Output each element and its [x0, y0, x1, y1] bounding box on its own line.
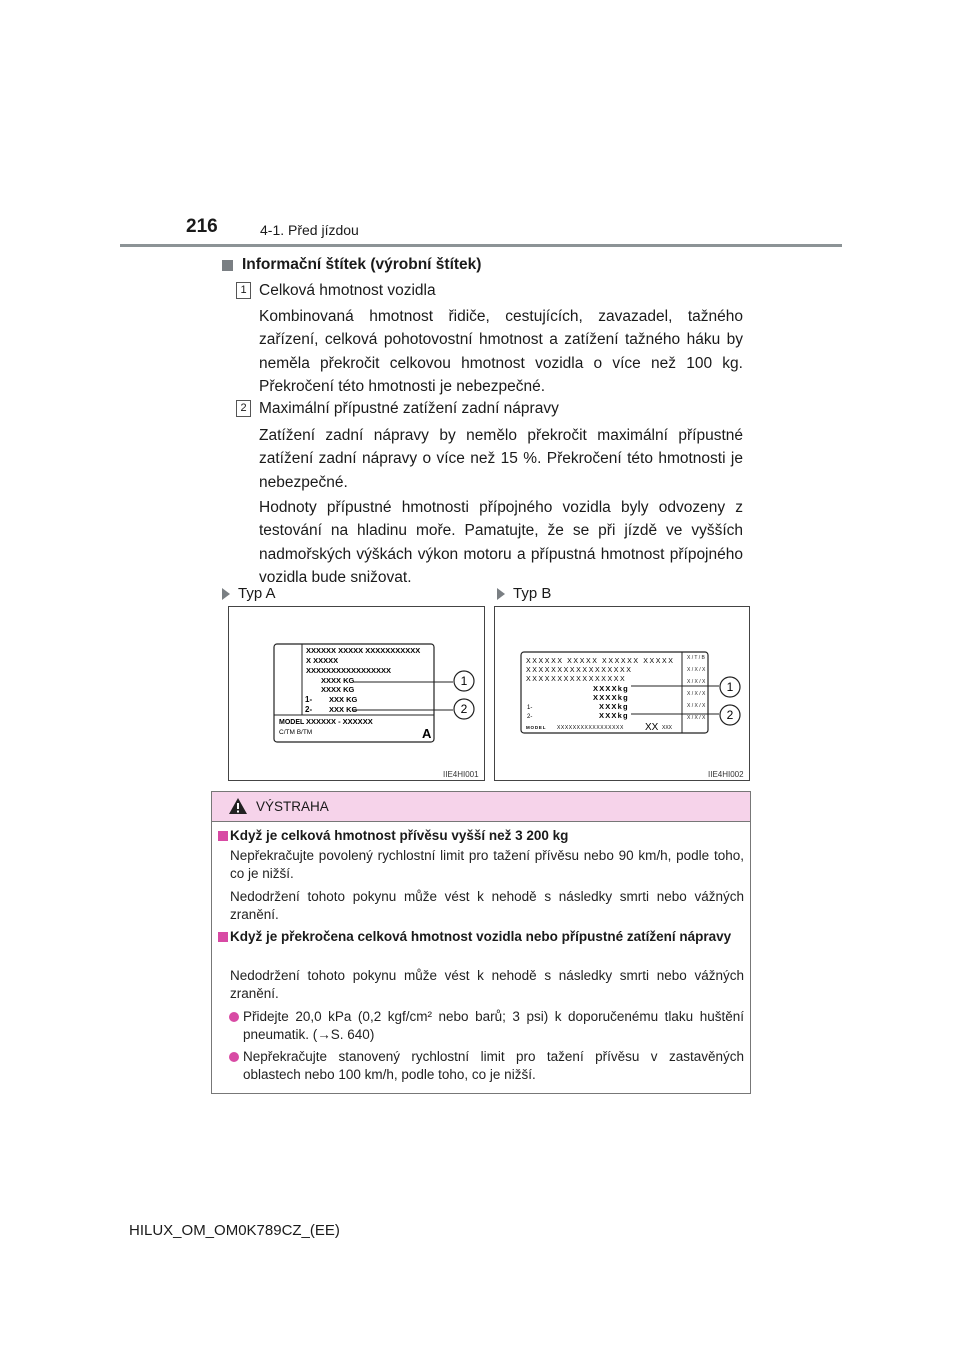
figure-label-a	[222, 585, 276, 602]
callout-number: 2	[726, 708, 734, 722]
square-bullet-icon	[218, 831, 228, 841]
square-bullet-icon	[218, 932, 228, 942]
plate-symbol: C/TM B/TM	[279, 729, 313, 736]
plate-text: XXXXXX XXXXX XXXXXX XXXXX	[526, 658, 675, 665]
plate-text: XXXXXXXXXXXXXXXXX	[306, 666, 392, 675]
plate-text: 2-	[305, 705, 313, 714]
plate-illustration-a	[229, 607, 484, 780]
figure-code: IIE4HI002	[708, 770, 744, 779]
triangle-bullet-icon	[222, 588, 230, 600]
warning-text: Nedodržení tohoto pokynu může vést k nehodě s následky smrti nebo vážných zranění.	[230, 889, 744, 922]
header-rule	[120, 244, 842, 247]
callout-number: 1	[460, 674, 468, 688]
warning-subheading: Když je překročena celková hmotnost vozidla nebo přípustné zatížení nápravy	[230, 929, 732, 944]
plate-text: XXX	[662, 725, 673, 731]
plate-text: 1-	[305, 695, 313, 704]
plate-text: XXX KG	[329, 695, 358, 704]
item-title: Celková hmotnost vozidla	[259, 282, 436, 299]
plate-letter: A	[422, 726, 432, 741]
svg-text:X / T / B: X / T / B	[687, 655, 705, 661]
item-description: Zatížení zadní nápravy by nemělo překročit maximální přípustné zatížení zadní nápravy o více než 15 %. Překročení této hmotnosti je nebezpečné.	[259, 427, 743, 491]
plate-text: 2-	[527, 714, 533, 720]
plate-text: XXXXkg	[593, 693, 629, 702]
page-number: 216	[186, 216, 218, 237]
figure-label-text: Typ B	[513, 585, 552, 602]
plate-text: XXXkg	[599, 711, 629, 720]
svg-text:X / X / X: X / X / X	[687, 691, 706, 697]
item-title: Maximální přípustné zatížení zadní nápravy	[259, 400, 559, 417]
plate-text: X XXXXX	[306, 656, 339, 665]
figure-label-text: Typ A	[238, 585, 276, 602]
warning-bullet-text: Nepřekračujte stanovený rychlostní limit pro tažení přívěsu v zastavěných oblastech nebo 100 km/h, podle toho, co je nižší.	[243, 1049, 744, 1082]
plate-text: XXX KG	[329, 705, 358, 714]
warning-box	[211, 791, 751, 1094]
plate-text: XXXX KG	[321, 676, 355, 685]
warning-header	[212, 792, 750, 822]
document-code: HILUX_OM_OM0K789CZ_(EE)	[129, 1222, 340, 1239]
svg-text:X / X / X: X / X / X	[687, 703, 706, 709]
plate-text: XXXX KG	[321, 685, 355, 694]
triangle-bullet-icon	[497, 588, 505, 600]
section-title: 4-1. Před jízdou	[260, 222, 359, 238]
item-number-badge: 1	[236, 282, 251, 299]
figure-type-a	[228, 606, 485, 781]
plate-text: XXXkg	[599, 702, 629, 711]
plate-text: MODEL	[526, 725, 547, 730]
warning-text: Nedodržení tohoto pokynu může vést k nehodě s následky smrti nebo vážných zranění.	[230, 968, 744, 1001]
round-bullet-icon	[229, 1052, 239, 1062]
item-number-badge: 2	[236, 400, 251, 417]
warning-subheading: Když je celková hmotnost přívěsu vyšší než 3 200 kg	[230, 828, 569, 843]
warning-triangle-icon	[228, 797, 248, 815]
warning-title: VÝSTRAHA	[256, 799, 329, 814]
callout-number: 1	[726, 680, 734, 694]
callout-number: 2	[460, 702, 468, 716]
figure-label-b	[497, 585, 551, 602]
plate-text: XXXXXX - XXXXXX	[306, 717, 373, 726]
item-description: Kombinovaná hmotnost řidiče, cestujících, zavazadel, tažného zařízení, celková pohotovostní hmotnost a zatížení tažného háku by neměla překročit celkovou hmotnost vozidla o více než 100 kg. Překročení této hmotnosti je nebezpečné.	[259, 308, 743, 396]
svg-text:X / X / X: X / X / X	[687, 667, 706, 673]
warning-bullet-text: Přidejte 20,0 kPa (0,2 kgf/cm² nebo barů; 3 psi) k doporučenému tlaku huštění pneumatik. (→S. 640)	[243, 1009, 744, 1042]
section-heading-text: Informační štítek (výrobní štítek)	[242, 256, 482, 273]
plate-text: 1-	[527, 705, 533, 711]
svg-text:X / X / X: X / X / X	[687, 679, 706, 685]
plate-text: MODEL	[279, 719, 305, 726]
svg-text:X / X / X: X / X / X	[687, 715, 706, 721]
note-paragraph: Hodnoty přípustné hmotnosti přípojného vozidla byly odvozeny z testování na hladinu moře. Pamatujte, že se při jízdě ve vyšších nadmořských výškách výkon motoru a přípustná hmotnost přípojného vozidla bude snižovat.	[259, 499, 743, 587]
square-bullet-icon	[222, 260, 233, 271]
plate-text: XX	[645, 722, 659, 733]
section-heading	[222, 256, 481, 274]
plate-text: XXXXXXXXXXXXXXXXX	[557, 725, 624, 731]
plate-text: XXXXXX XXXXX XXXXXXXXXXX	[306, 646, 421, 655]
figure-code: IIE4HI001	[443, 770, 479, 779]
figure-type-b	[494, 606, 750, 781]
round-bullet-icon	[229, 1012, 239, 1022]
plate-text: XXXXXXXXXXXXXXXXX	[526, 667, 633, 674]
plate-illustration-b	[495, 607, 749, 780]
plate-text: XXXXXXXXXXXXXXXX	[526, 676, 627, 683]
plate-text: XXXXkg	[593, 684, 629, 693]
warning-text: Nepřekračujte povolený rychlostní limit pro tažení přívěsu nebo 90 km/h, podle toho, co je nižší.	[230, 848, 744, 881]
